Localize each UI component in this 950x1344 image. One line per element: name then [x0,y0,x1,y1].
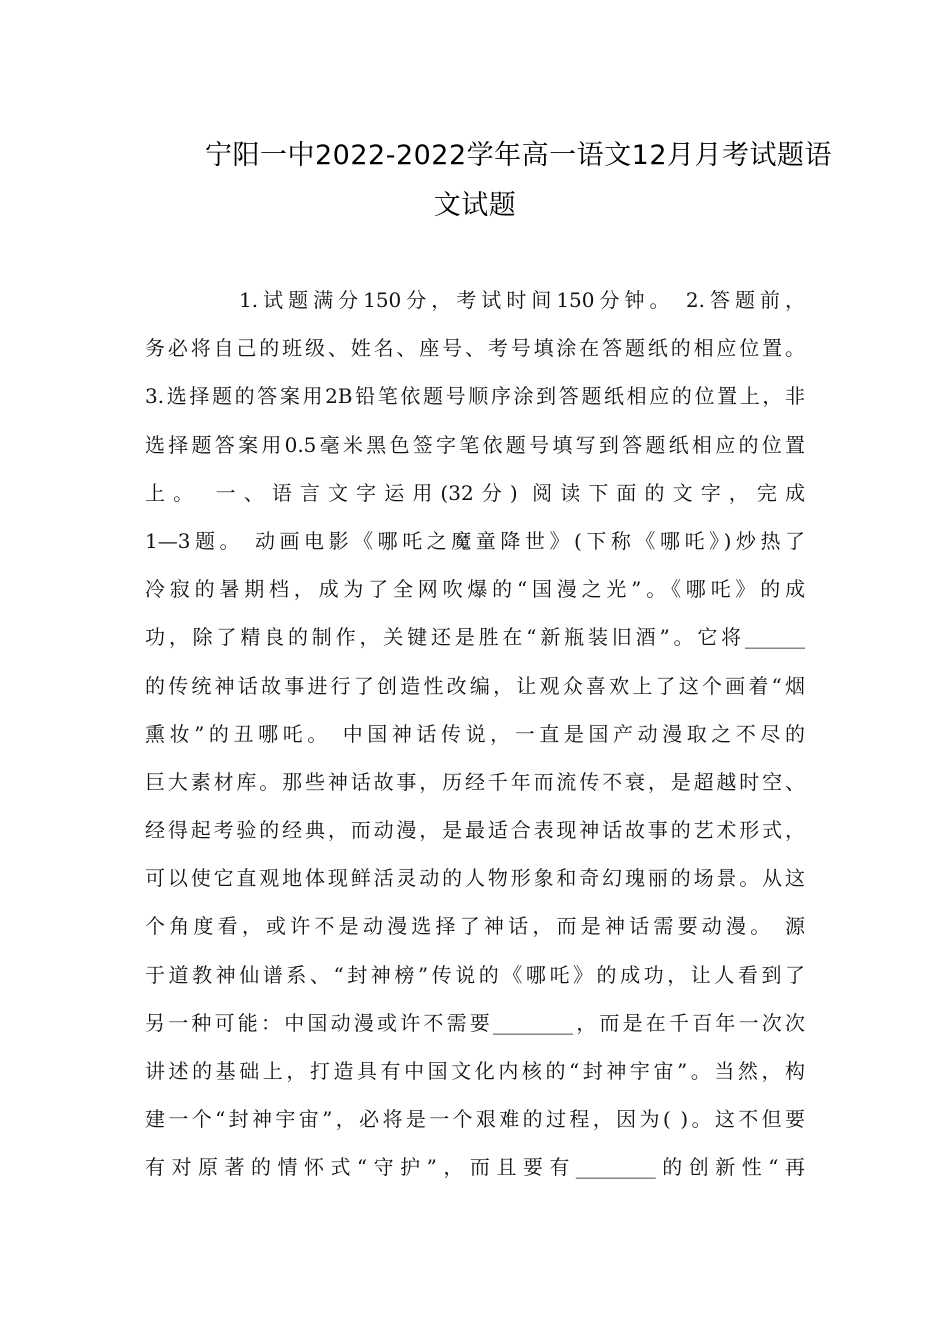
body-line: 冷寂的暑期档，成为了全网吹爆的“国漫之光”。《哪吒》的成 [145,577,805,602]
document-title-line-2: 文试题 [433,190,517,221]
document-body [145,282,805,1198]
body-line: 个角度看，或许不是动漫选择了神话，而是神话需要动漫。 源 [145,914,805,939]
body-line: 选择题答案用0.5毫米黑色签字笔依题号填写到答题纸相应的位置 [145,432,805,457]
body-line: 可以使它直观地体现鲜活灵动的人物形象和奇幻瑰丽的场景。从这 [145,866,805,891]
body-line: 上。 一、语言文字运用(32分) 阅读下面的文字，完成 [145,480,805,505]
body-line: 熏妆”的丑哪吒。 中国神话传说，一直是国产动漫取之不尽的 [145,721,805,746]
body-line: 有对原著的情怀式“守护”，而且要有________的创新性“再 [145,1155,805,1180]
body-line: 于道教神仙谱系、“封神榜”传说的《哪吒》的成功，让人看到了 [145,962,805,987]
body-line: 3.选择题的答案用2B铅笔依题号顺序涂到答题纸相应的位置上，非 [145,384,805,409]
body-line: 功，除了精良的制作，关键还是胜在“新瓶装旧酒”。它将______ [145,625,805,650]
body-line: 的传统神话故事进行了创造性改编，让观众喜欢上了这个画着“烟 [145,673,805,698]
document-title-line-1: 宁阳一中2022-2022学年高一语文12月月考试题语 [205,140,833,171]
body-line: 讲述的基础上，打造具有中国文化内核的“封神宇宙”。当然，构 [145,1059,805,1083]
body-line: 经得起考验的经典，而动漫，是最适合表现神话故事的艺术形式， [145,818,805,843]
body-line: 另一种可能：中国动漫或许不需要________，而是在千百年一次次 [145,1010,805,1035]
body-line: 建一个“封神宇宙”，必将是一个艰难的过程，因为( )。这不但要 [145,1107,805,1132]
body-line: 务必将自己的班级、姓名、座号、考号填涂在答题纸的相应位置。 [145,336,805,361]
body-line: 巨大素材库。那些神话故事，历经千年而流传不衰，是超越时空、 [145,769,805,794]
body-line: 1—3题。 动画电影《哪吒之魔童降世》(下称《哪吒》)炒热了 [145,528,805,553]
body-line: 1.试题满分150分，考试时间150分钟。 2.答题前， [239,288,805,312]
